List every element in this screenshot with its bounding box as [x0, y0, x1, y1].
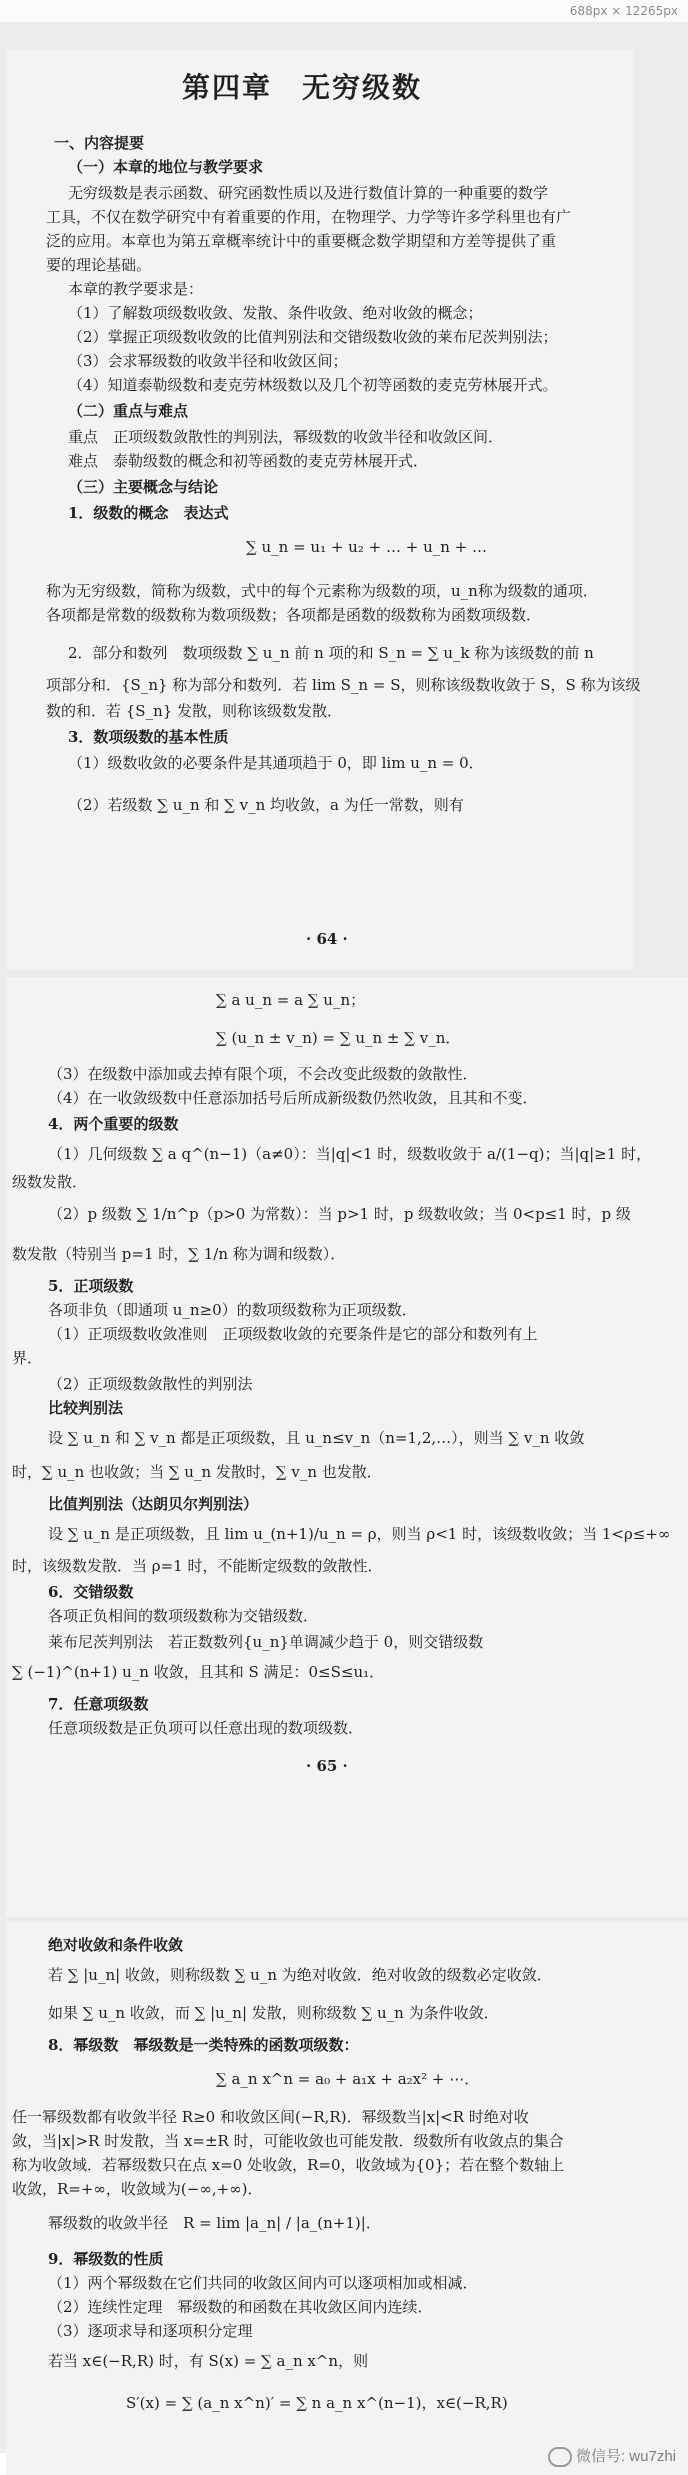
scanned-document: [0, 22, 688, 2465]
formula: S′(x) = ∑ (a_n x^n)′ = ∑ n a_n x^(n−1)，x∈(−R,R): [126, 2394, 508, 2412]
paragraph-line: 称为收敛域．若幂级数只在点 x=0 处收敛，R=0，收敛域为{0}；若在整个数轴上: [12, 2156, 565, 2174]
subsection-heading: （二）重点与难点: [68, 402, 189, 420]
list-item: （2）连续性定理 幂级数的和函数在其收敛区间内连续．: [48, 2298, 433, 2316]
paragraph-line: 设 ∑ u_n 是正项级数，且 lim u_(n+1)/u_n = ρ，则当 ρ<1 时，该级数收敛；当 1<ρ≤+∞: [48, 1525, 671, 1543]
page-64: [6, 50, 641, 970]
paragraph-line: 时，该级数发散．当 ρ=1 时，不能断定级数的敛散性．: [12, 1557, 383, 1575]
page-number: · 64 ·: [306, 930, 348, 948]
concept-heading: 6．交错级数: [48, 1583, 134, 1601]
list-item: （1）两个幂级数在它们共同的收敛区间内可以逐项相加或相减．: [48, 2274, 478, 2292]
paragraph-line: （2）正项级数敛散性的判别法: [48, 1375, 253, 1393]
concept-heading: 3．数项级数的基本性质: [68, 728, 229, 746]
formula: ∑ a u_n = a ∑ u_n；: [216, 991, 366, 1009]
list-item: （4）在一收敛级数中任意添加括号后所成新级数仍然收敛，且其和不变．: [48, 1089, 538, 1107]
list-item: （3）会求幂级数的收敛半径和收敛区间；: [68, 352, 348, 370]
page-65: [6, 977, 688, 1917]
paragraph-line: 时，∑ u_n 也收敛；当 ∑ u_n 发散时，∑ v_n 也发散．: [12, 1463, 382, 1481]
paragraph-line: 莱布尼茨判别法 若正数数列{u_n}单调减少趋于 0，则交错级数: [48, 1633, 484, 1651]
paragraph-line: 数的和．若 {S_n} 发散，则称该级数发散．: [46, 702, 343, 720]
wechat-icon: [548, 2447, 572, 2467]
formula: ∑ u_n = u₁ + u₂ + … + u_n + …: [246, 538, 487, 556]
viewer-bar: [0, 0, 688, 23]
concept-heading: 1．级数的概念 表达式: [68, 504, 229, 522]
concept-heading: 绝对收敛和条件收敛: [48, 1936, 184, 1954]
paragraph-line: 敛，当|x|>R 时发散，当 x=±R 时，可能收敛也可能发散．级数所有收敛点的集合: [12, 2132, 564, 2150]
subsection-heading: （一）本章的地位与教学要求: [68, 158, 264, 176]
watermark-text: 微信号: wu7zhi: [575, 2447, 676, 2465]
section-heading: 一、内容提要: [54, 134, 145, 152]
concept-heading: 比值判别法（达朗贝尔判别法）: [48, 1495, 259, 1513]
paragraph-line: 幂级数的收敛半径 R = lim |a_n| / |a_(n+1)|．: [48, 2214, 381, 2232]
paragraph-line: （2）p 级数 ∑ 1/n^p（p>0 为常数）：当 p>1 时，p 级数收敛；当 0<p≤1 时，p 级: [48, 1205, 631, 1223]
concept-heading: 7．任意项级数: [48, 1695, 149, 1713]
list-item: （1）级数收敛的必要条件是其通项趋于 0，即 lim u_n = 0．: [68, 754, 484, 772]
formula: ∑ a_n x^n = a₀ + a₁x + a₂x² + ⋯．: [216, 2070, 480, 2088]
paragraph-line: 数发散（特别当 p=1 时，∑ 1/n 称为调和级数）．: [12, 1245, 346, 1263]
paragraph-line: 重点 正项级数敛散性的判别法，幂级数的收敛半径和收敛区间．: [68, 428, 504, 446]
paragraph-line: 收敛，R=+∞，收敛域为(−∞,+∞)．: [12, 2180, 263, 2198]
list-item: （3）在级数中添加或去掉有限个项，不会改变此级数的敛散性．: [48, 1065, 478, 1083]
formula: ∑ (u_n ± v_n) = ∑ u_n ± ∑ v_n．: [216, 1029, 461, 1047]
page-number: · 65 ·: [306, 1757, 348, 1775]
list-item: （2）若级数 ∑ u_n 和 ∑ v_n 均收敛，a 为任一常数，则有: [68, 796, 464, 814]
chapter-title: 第四章 无穷级数: [182, 71, 423, 104]
concept-heading: 5．正项级数: [48, 1277, 134, 1295]
paragraph-line: 各项正负相间的数项级数称为交错级数．: [48, 1607, 319, 1625]
concept-heading: 比较判别法: [48, 1399, 124, 1417]
paragraph-line: 本章的教学要求是：: [68, 280, 204, 298]
paragraph-line: 无穷级数是表示函数、研究函数性质以及进行数值计算的一种重要的数学: [68, 184, 549, 202]
paragraph-line: 若 ∑ |u_n| 收敛，则称级数 ∑ u_n 为绝对收敛．绝对收敛的级数必定收敛．: [48, 1966, 552, 1984]
list-item: （2）掌握正项级数收敛的比值判别法和交错级数收敛的莱布尼茨判别法；: [68, 328, 558, 346]
paragraph-line: （1）几何级数 ∑ a q^(n−1)（a≠0）：当|q|<1 时，级数收敛于 a/(1−q)；当|q|≥1 时，: [48, 1145, 652, 1163]
paragraph-line: ∑ (−1)^(n+1) u_n 收敛，且其和 S 满足：0≤S≤u₁．: [12, 1663, 385, 1681]
concept-heading: 8．幂级数 幂级数是一类特殊的函数项级数：: [48, 2036, 359, 2054]
paragraph-line: 级数发散．: [12, 1173, 88, 1191]
list-item: （1）了解数项级数收敛、发散、条件收敛、绝对收敛的概念；: [68, 304, 483, 322]
paragraph-line: 2．部分和数列 数项级数 ∑ u_n 前 n 项的和 S_n = ∑ u_k 称为该级数的前 n: [68, 644, 594, 662]
paragraph-line: 工具，不仅在数学研究中有着重要的作用，在物理学、力学等许多学科里也有广: [46, 208, 572, 226]
paragraph-line: 如果 ∑ u_n 收敛，而 ∑ |u_n| 发散，则称级数 ∑ u_n 为条件收敛．: [48, 2004, 499, 2022]
page-66: [6, 1922, 688, 2475]
image-dimensions: 688px × 12265px: [569, 4, 678, 18]
paragraph-line: 难点 泰勒级数的概念和初等函数的麦克劳林展开式．: [68, 452, 429, 470]
concept-heading: 4．两个重要的级数: [48, 1115, 179, 1133]
paragraph-line: 项部分和．{S_n} 称为部分和数列．若 lim S_n = S，则称该级数收敛于 S，S 称为该级: [46, 676, 641, 694]
paragraph-line: 若当 x∈(−R,R) 时，有 S(x) = ∑ a_n x^n，则: [48, 2352, 369, 2370]
paragraph-line: 称为无穷级数，简称为级数，式中的每个元素称为级数的项，u_n称为级数的通项．: [46, 582, 598, 600]
paragraph-line: 任意项级数是正负项可以任意出现的数项级数．: [48, 1719, 364, 1737]
concept-heading: 9．幂级数的性质: [48, 2250, 164, 2268]
paragraph-line: 要的理论基础。: [46, 256, 152, 274]
subsection-heading: （三）主要概念与结论: [68, 478, 219, 496]
paragraph-line: （1）正项级数收敛准则 正项级数收敛的充要条件是它的部分和数列有上: [48, 1325, 538, 1343]
list-item: （3）逐项求导和逐项积分定理: [48, 2322, 253, 2340]
paragraph-line: 任一幂级数都有收敛半径 R≥0 和收敛区间(−R,R)．幂级数当|x|<R 时绝对收: [12, 2108, 529, 2126]
paragraph-line: 设 ∑ u_n 和 ∑ v_n 都是正项级数，且 u_n≤v_n（n=1,2,…），则当 ∑ v_n 收敛: [48, 1429, 585, 1447]
watermark: [548, 2445, 676, 2467]
list-item: （4）知道泰勒级数和麦克劳林级数以及几个初等函数的麦克劳林展开式。: [68, 376, 558, 394]
paragraph-line: 各项都是常数的级数称为数项级数；各项都是函数的级数称为函数项级数．: [46, 606, 542, 624]
paragraph-line: 界．: [12, 1349, 43, 1367]
paragraph-line: 各项非负（即通项 u_n≥0）的数项级数称为正项级数．: [48, 1301, 417, 1319]
paragraph-line: 泛的应用。本章也为第五章概率统计中的重要概念数学期望和方差等提供了重: [46, 232, 557, 250]
